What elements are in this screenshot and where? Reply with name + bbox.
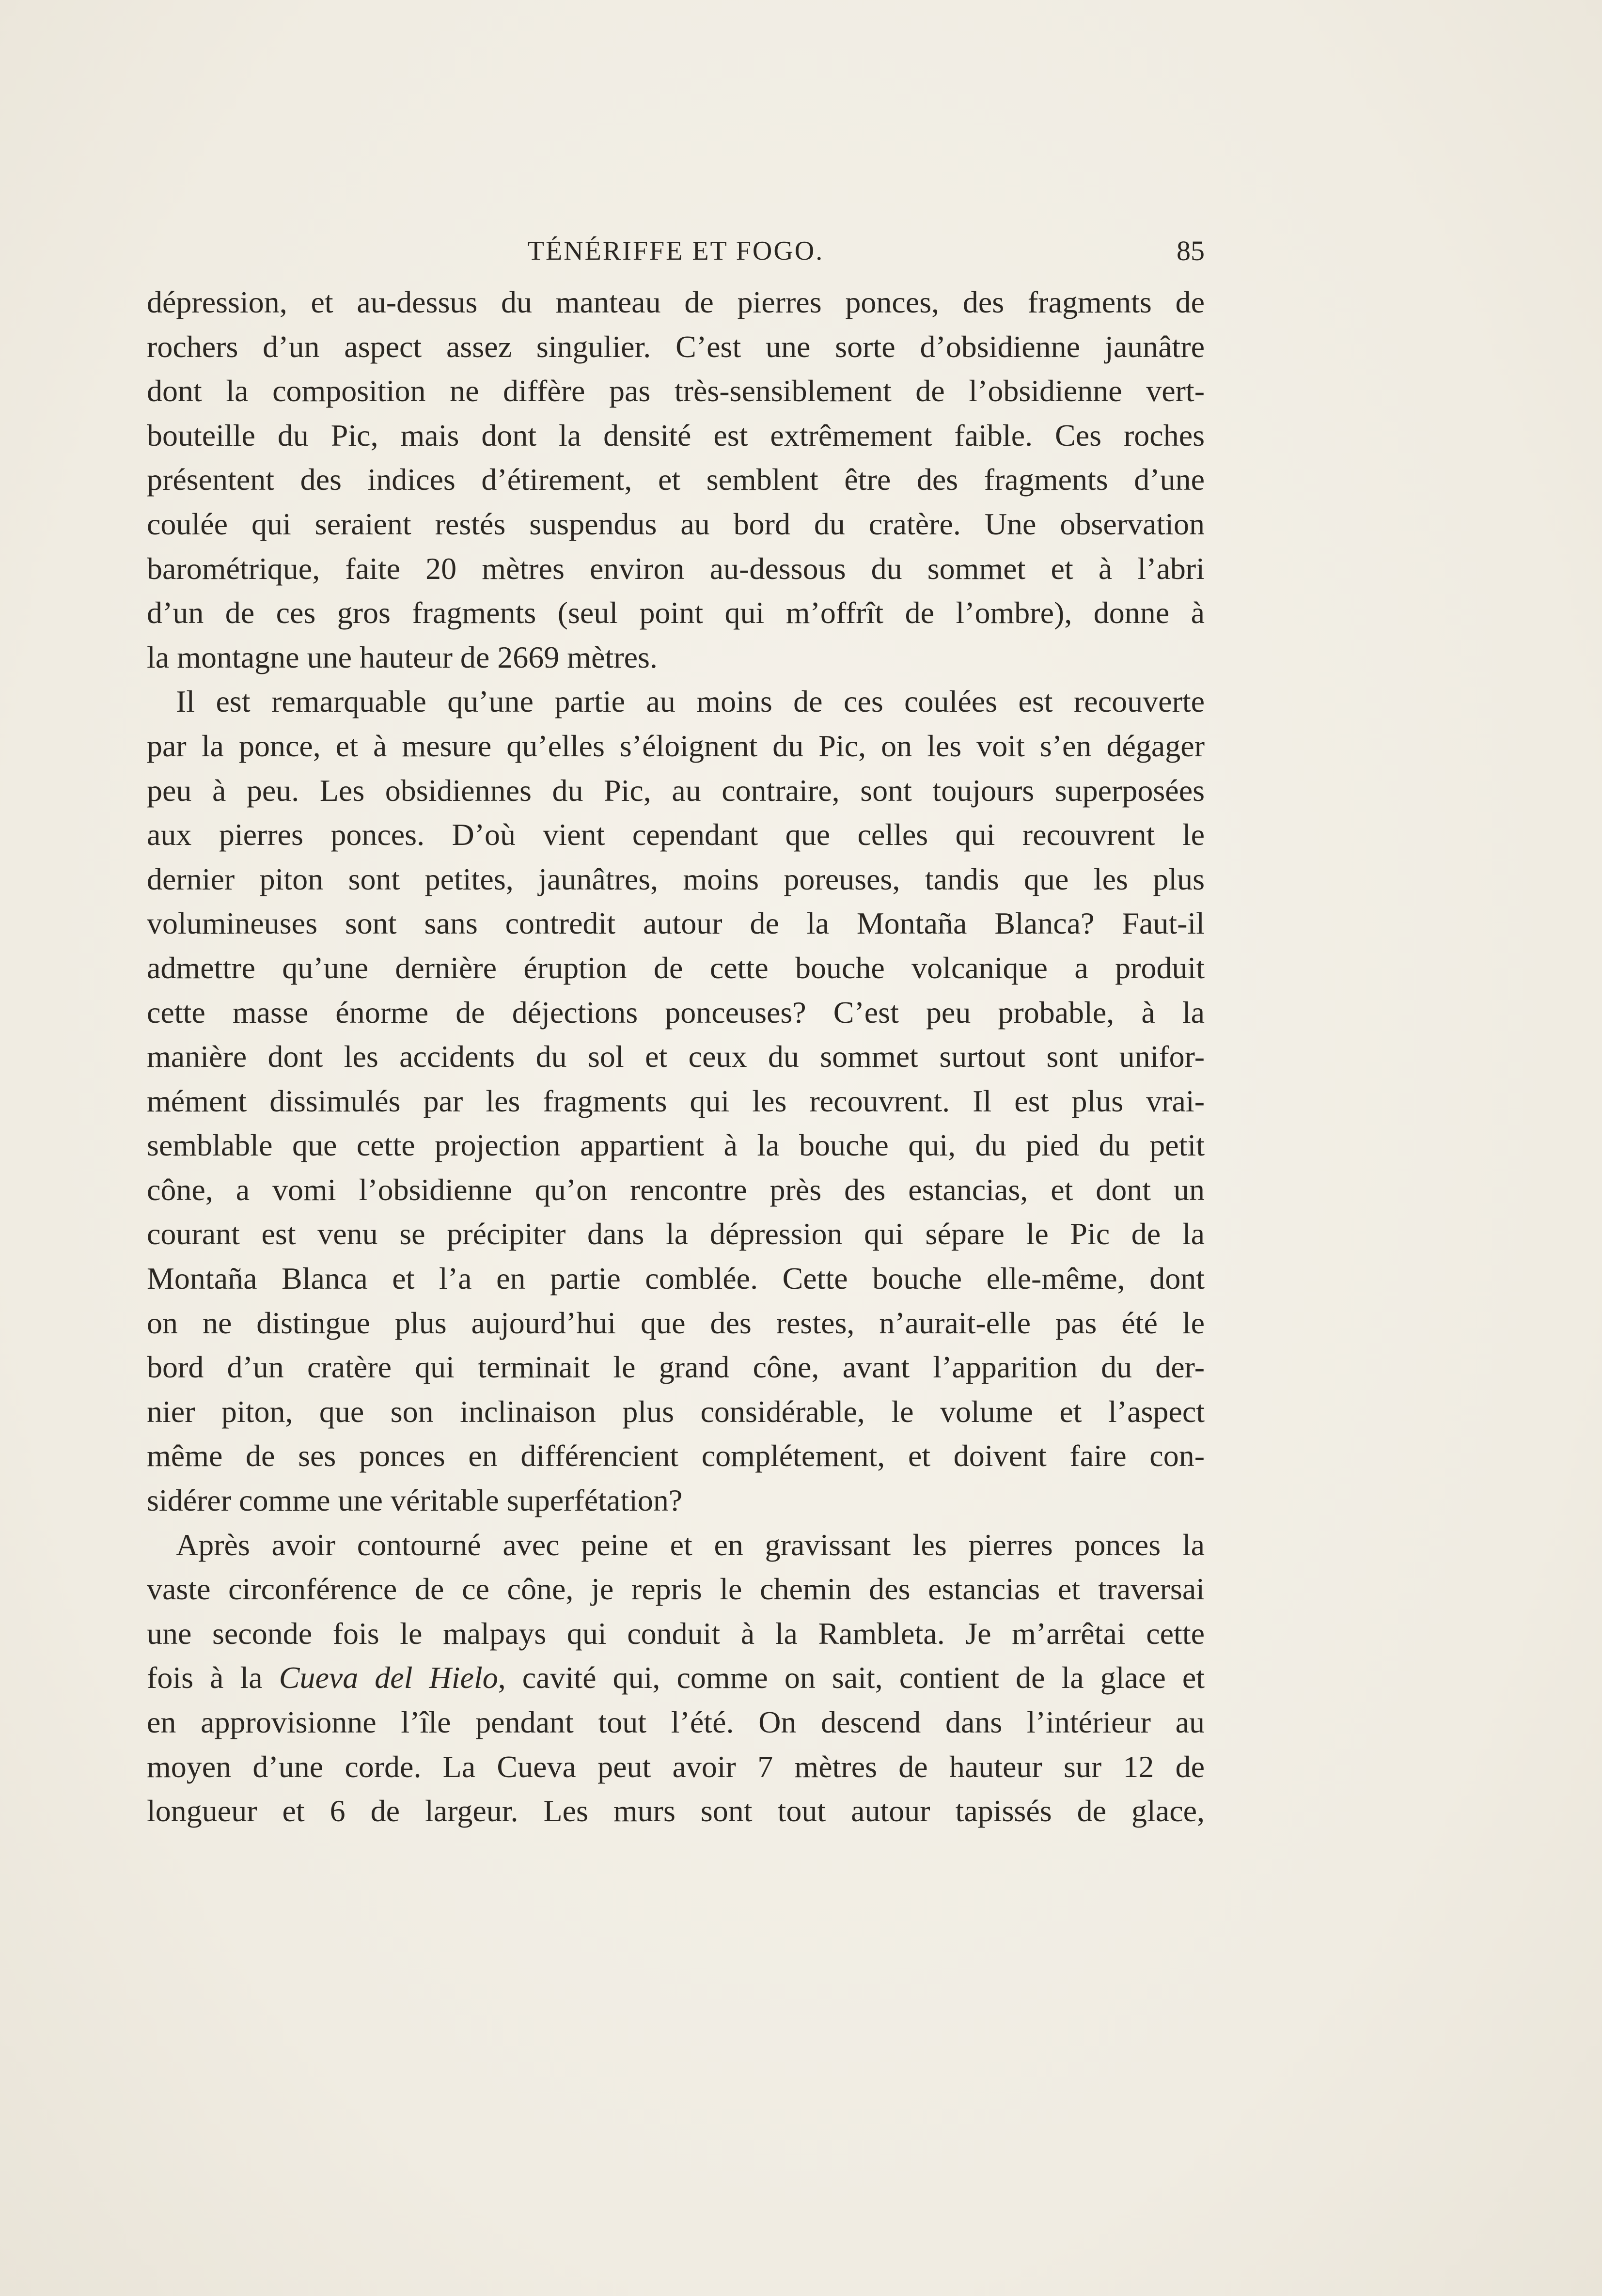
text-line: présentent des indices d’étirement, et semblent être des fragments d’une — [147, 462, 1205, 497]
text-segment: , cavité qui, comme on sait, contient de la glace et — [498, 1660, 1205, 1695]
text-line: barométrique, faite 20 mètres environ au-dessous du sommet et à l’abri — [147, 551, 1205, 586]
text-line: sidérer comme une véritable superfétation? — [147, 1483, 683, 1518]
text-line: la montagne une hauteur de 2669 mètres. — [147, 640, 658, 674]
text-line: dépression, et au-dessus du manteau de pierres ponces, des fragments de — [147, 285, 1205, 319]
page-number: 85 — [1177, 235, 1205, 266]
italic-place-name: Cueva del Hielo — [279, 1660, 498, 1695]
text-line: peu à peu. Les obsidiennes du Pic, au contraire, sont toujours superposées — [147, 773, 1205, 808]
text-line: admettre qu’une dernière éruption de cette bouche volcanique a produit — [147, 950, 1205, 985]
text-line: aux pierres ponces. D’où vient cependant que celles qui recouvrent le — [147, 817, 1205, 852]
text-line: volumineuses sont sans contredit autour de la Montaña Blanca? Faut-il — [147, 906, 1205, 941]
text-line: en approvisionne l’île pendant tout l’été. On descend dans l’intérieur au — [147, 1705, 1205, 1739]
text-line: longueur et 6 de largeur. Les murs sont tout autour tapissés de glace, — [147, 1794, 1205, 1828]
text-line: Il est remarquable qu’une partie au moins de ces coulées est recouverte — [176, 684, 1205, 719]
text-line: dernier piton sont petites, jaunâtres, moins poreuses, tandis que les plus — [147, 861, 1205, 896]
page-header — [147, 232, 1205, 270]
text-line: Après avoir contourné avec peine et en gravissant les pierres ponces la — [176, 1527, 1205, 1562]
text-line: dont la composition ne diffère pas très-sensiblement de l’obsidienne vert- — [147, 374, 1205, 408]
text-line: bord d’un cratère qui terminait le grand cône, avant l’apparition du der- — [147, 1350, 1205, 1385]
text-line: rochers d’un aspect assez singulier. C’est une sorte d’obsidienne jaunâtre — [147, 329, 1205, 364]
text-line: cône, a vomi l’obsidienne qu’on rencontre près des estancias, et dont un — [147, 1172, 1205, 1207]
text-segment: fois à la — [147, 1660, 279, 1695]
body-text — [147, 280, 1205, 1833]
text-line: une seconde fois le malpays qui conduit à la Rambleta. Je m’arrêtai cette — [147, 1616, 1205, 1651]
text-line: même de ses ponces en différencient complétement, et doivent faire con- — [147, 1438, 1205, 1473]
text-line: Montaña Blanca et l’a en partie comblée. Cette bouche elle-même, dont — [147, 1261, 1205, 1296]
text-line: bouteille du Pic, mais dont la densité est extrêmement faible. Ces roches — [147, 418, 1205, 453]
text-line: moyen d’une corde. La Cueva peut avoir 7 mètres de hauteur sur 12 de — [147, 1749, 1205, 1784]
text-line: semblable que cette projection appartient à la bouche qui, du pied du petit — [147, 1128, 1205, 1163]
text-line: par la ponce, et à mesure qu’elles s’éloignent du Pic, on les voit s’en dégager — [147, 728, 1205, 763]
text-line: manière dont les accidents du sol et ceux du sommet surtout sont unifor- — [147, 1039, 1205, 1074]
text-line-with-italic — [147, 1656, 1205, 1700]
text-line: vaste circonférence de ce cône, je repris le chemin des estancias et traversai — [147, 1572, 1205, 1607]
text-line: cette masse énorme de déjections ponceuses? C’est peu probable, à la — [147, 995, 1205, 1030]
text-line: mément dissimulés par les fragments qui les recouvrent. Il est plus vrai- — [147, 1083, 1205, 1118]
running-title: TÉNÉRIFFE ET FOGO. — [527, 236, 824, 266]
text-line: on ne distingue plus aujourd’hui que des restes, n’aurait-elle pas été le — [147, 1305, 1205, 1340]
text-line: coulée qui seraient restés suspendus au bord du cratère. Une observation — [147, 506, 1205, 541]
text-line: courant est venu se précipiter dans la dépression qui sépare le Pic de la — [147, 1217, 1205, 1251]
text-line: d’un de ces gros fragments (seul point qui m’offrît de l’ombre), donne à — [147, 595, 1205, 630]
text-line: nier piton, que son inclinaison plus considérable, le volume et l’aspect — [147, 1394, 1205, 1429]
